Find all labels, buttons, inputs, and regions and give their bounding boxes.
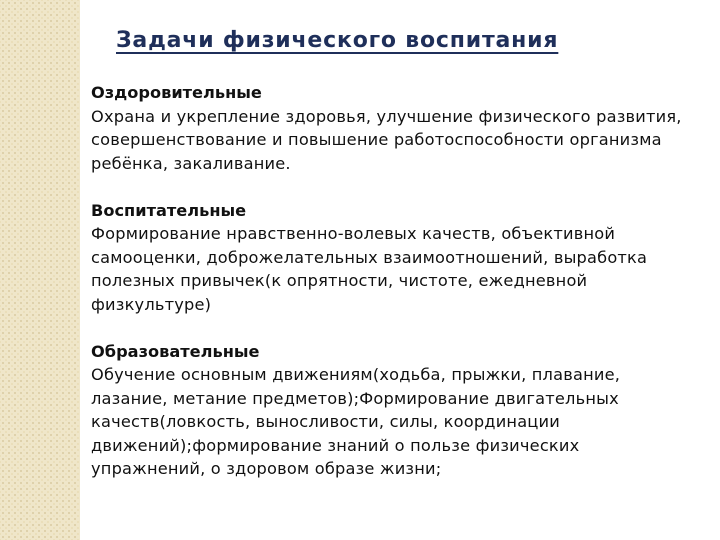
section-heading: Воспитательные — [91, 200, 247, 220]
section-text: Обучение основным движениям(ходьба, прыжки, плавание, лазание, метание предметов);Формирование двигательных качеств(ловкость, выносливости, силы, координации движений);формирование знаний о пользе физических упражнений, о здоровом образе жизни; — [91, 365, 621, 478]
slide-title: Задачи физического воспитания — [116, 28, 559, 53]
section-text: Охрана и укрепление здоровья, улучшение физического развития, совершенствование и повышение работоспособности организма ребёнка, закаливание. — [91, 106, 682, 173]
slide-content — [91, 81, 691, 504]
section-health — [91, 81, 691, 175]
section-heading: Оздоровительные — [91, 83, 262, 102]
section-heading: Образовательные — [91, 341, 260, 361]
section-education — [91, 340, 691, 481]
section-text: Формирование нравственно-волевых качеств, объективной самооценки, доброжелательных взаимоотношений, выработка полезных привычек(к опрятности, чистоте, ежедневной физкультуре) — [91, 224, 648, 314]
section-upbringing — [91, 199, 691, 317]
decorative-side-pattern — [0, 0, 80, 540]
